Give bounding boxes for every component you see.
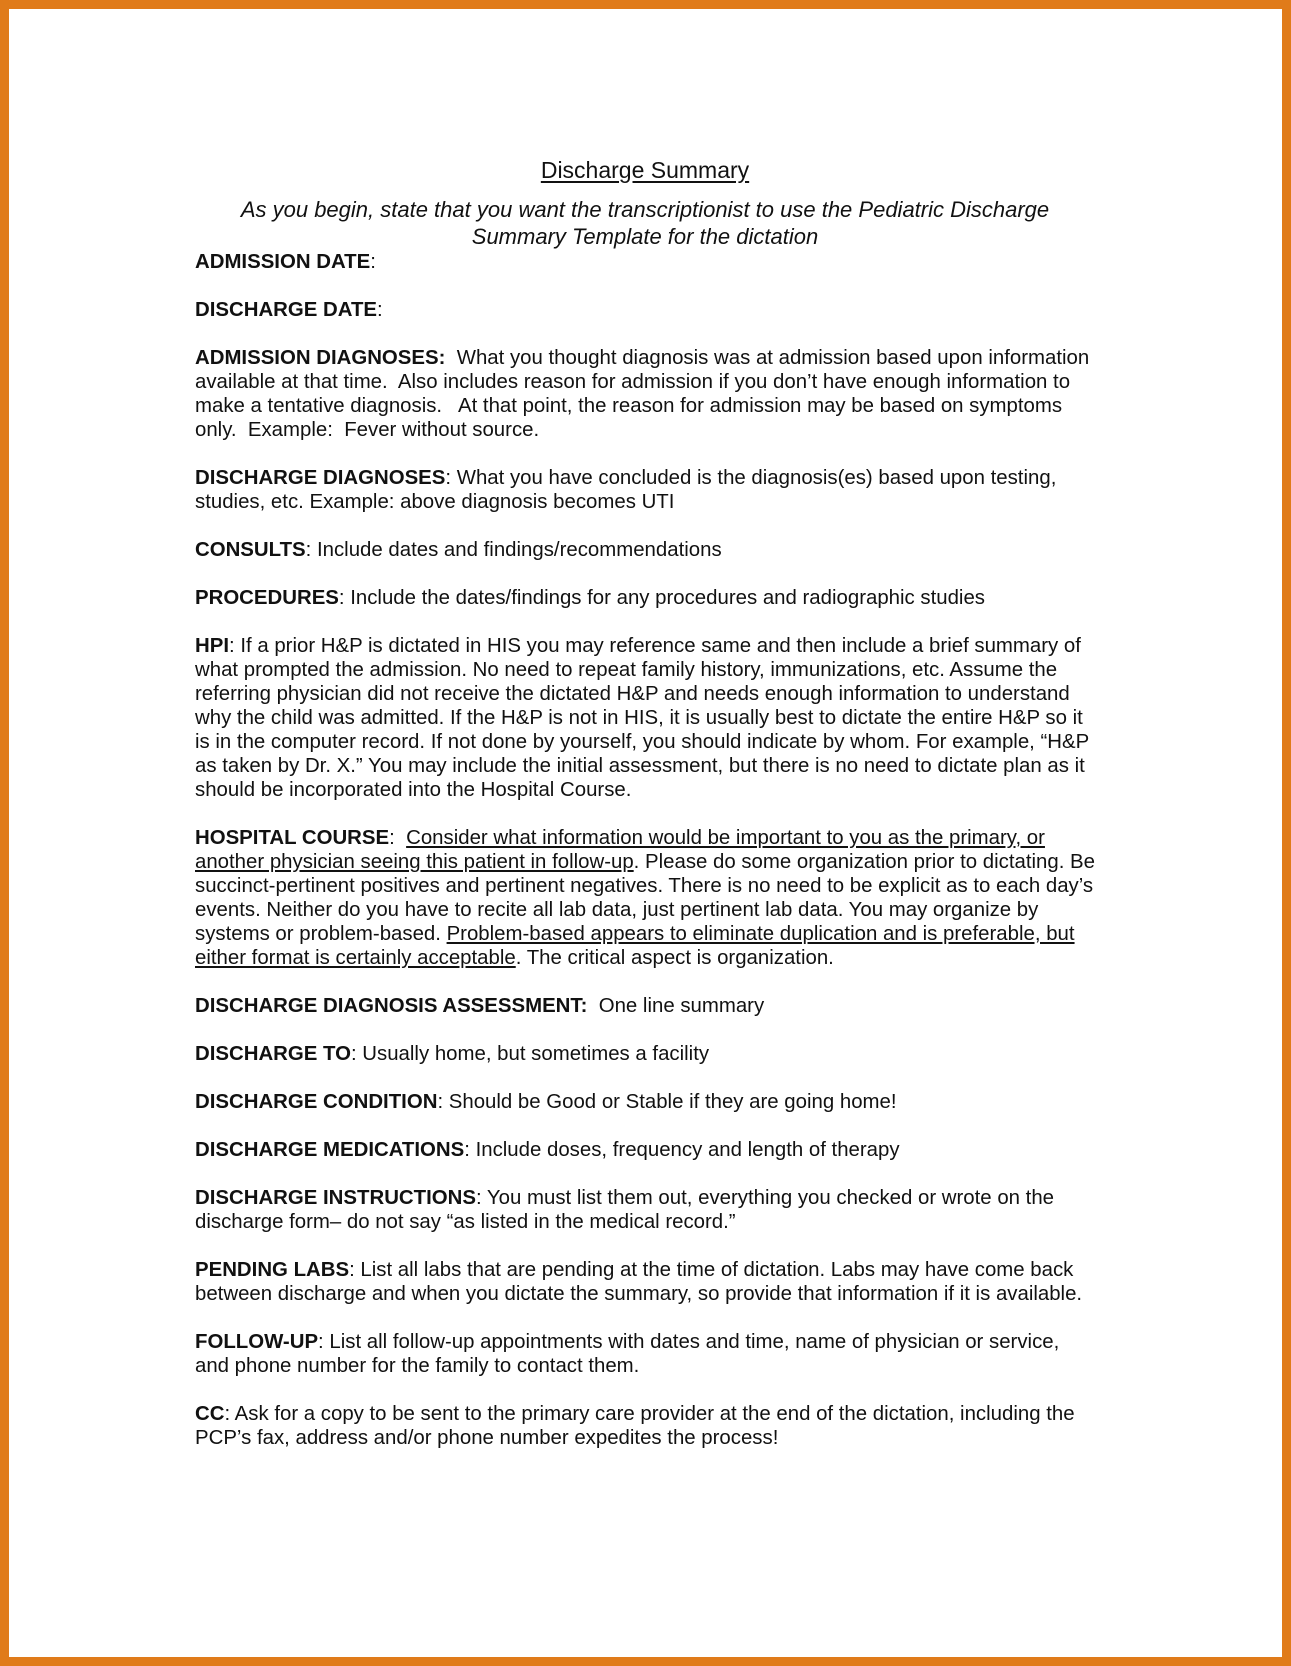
follow-up-label: FOLLOW-UP (195, 1331, 319, 1353)
subtitle-line-2: Summary Template for the dictation (471, 224, 819, 249)
discharge-to-label: DISCHARGE TO (195, 1043, 351, 1065)
section-hpi (195, 634, 1095, 802)
section-admission-diagnoses (195, 346, 1095, 442)
hospital-course-label: HOSPITAL COURSE (195, 827, 390, 849)
admission-diagnoses-label: ADMISSION DIAGNOSES: (195, 347, 446, 369)
section-discharge-date (195, 298, 1095, 322)
section-discharge-condition (195, 1090, 1095, 1114)
discharge-to-text: : Usually home, but sometimes a facility (350, 1043, 710, 1065)
admission-date-separator: : (370, 251, 376, 273)
section-pending-labs (195, 1258, 1095, 1306)
consults-text: : Include dates and findings/recommendations (305, 539, 722, 561)
hpi-text: : If a prior H&P is dictated in HIS you may reference same and then include a brief summary of what prompted the admission. No need to repeat family history, immunizations, etc. Assume the referring physician did not receive the dictated H&P and needs enough information to understand why the child was admitted. If the H&P is not in HIS, it is usually best to dictate the entire H&P so it is in the computer record. If not done by yourself, you should indicate by whom. For example, “H&P as taken by Dr. X.” You may include the initial assessment, but there is no need to dictate plan as it should be incorporated into the Hospital Course. (195, 635, 1089, 801)
discharge-date-separator: : (377, 299, 383, 321)
discharge-instructions-text: : You must list them out, everything you checked or wrote on the discharge form– do not say “as listed in the medical record.” (195, 1187, 1055, 1233)
section-hospital-course (195, 826, 1095, 970)
follow-up-text: : List all follow-up appointments with dates and time, name of physician or service, and phone number for the family to contact them. (195, 1331, 1060, 1377)
discharge-diagnoses-label: DISCHARGE DIAGNOSES (195, 467, 446, 489)
document-subtitle (195, 196, 1095, 250)
admission-date-label: ADMISSION DATE (195, 251, 371, 273)
section-admission-date (195, 250, 1095, 274)
section-discharge-instructions (195, 1186, 1095, 1234)
pending-labs-label: PENDING LABS (195, 1259, 350, 1281)
discharge-instructions-label: DISCHARGE INSTRUCTIONS (195, 1187, 476, 1209)
discharge-medications-text: : Include doses, frequency and length of therapy (464, 1139, 900, 1161)
section-procedures (195, 586, 1095, 610)
discharge-condition-text: : Should be Good or Stable if they are going home! (437, 1091, 897, 1113)
hospital-course-underlined-1: Consider what information would be important to you as the primary, or another physician seeing this patient in follow-up (195, 827, 1045, 873)
discharge-diagnoses-text: : What you have concluded is the diagnosis(es) based upon testing, studies, etc. Example: above diagnosis becomes UTI (195, 467, 1057, 513)
hospital-course-text-2: . The critical aspect is organization. (515, 947, 834, 969)
pending-labs-text: : List all labs that are pending at the time of dictation. Labs may have come back between discharge and when you dictate the summary, so provide that information if it is available. (195, 1259, 1083, 1305)
section-discharge-diagnoses (195, 466, 1095, 514)
discharge-diagnosis-assessment-label: DISCHARGE DIAGNOSIS ASSESSMENT: (195, 995, 588, 1017)
discharge-condition-label: DISCHARGE CONDITION (195, 1091, 438, 1113)
section-discharge-diagnosis-assessment (195, 994, 1095, 1018)
cc-label: CC (195, 1403, 225, 1425)
discharge-medications-label: DISCHARGE MEDICATIONS (195, 1139, 465, 1161)
section-cc (195, 1402, 1095, 1450)
section-discharge-medications (195, 1138, 1095, 1162)
admission-diagnoses-text: What you thought diagnosis was at admission based upon information available at that time. Also includes reason for admission if you don’t have enough information to make a tentative diagnosis. At that point, the reason for admission may be based on symptoms only. Example: Fever without source. (195, 347, 1095, 441)
subtitle-line-1: As you begin, state that you want the transcriptionist to use the Pediatric Discharge (240, 197, 1050, 222)
document-page (195, 158, 1095, 1474)
consults-label: CONSULTS (195, 539, 306, 561)
hpi-label: HPI (195, 635, 229, 657)
hospital-course-underlined-2: Problem-based appears to eliminate duplication and is preferable, but either format is certainly acceptable (195, 923, 1075, 969)
document-title: Discharge Summary (540, 157, 750, 183)
hospital-course-separator: : (389, 827, 407, 849)
section-consults (195, 538, 1095, 562)
section-discharge-to (195, 1042, 1095, 1066)
section-follow-up (195, 1330, 1095, 1378)
procedures-label: PROCEDURES (195, 587, 339, 609)
discharge-date-label: DISCHARGE DATE (195, 299, 378, 321)
discharge-diagnosis-assessment-text: One line summary (587, 995, 765, 1017)
hospital-course-text-1: . Please do some organization prior to dictating. Be succinct-pertinent positives and pertinent negatives. There is no need to be explicit as to each day’s events. Neither do you have to recite all lab data, just pertinent lab data. You may organize by systems or problem-based. (195, 851, 1095, 945)
procedures-text: : Include the dates/findings for any procedures and radiographic studies (338, 587, 985, 609)
cc-text: : Ask for a copy to be sent to the primary care provider at the end of the dictation, including the PCP’s fax, address and/or phone number expedites the process! (195, 1403, 1075, 1449)
